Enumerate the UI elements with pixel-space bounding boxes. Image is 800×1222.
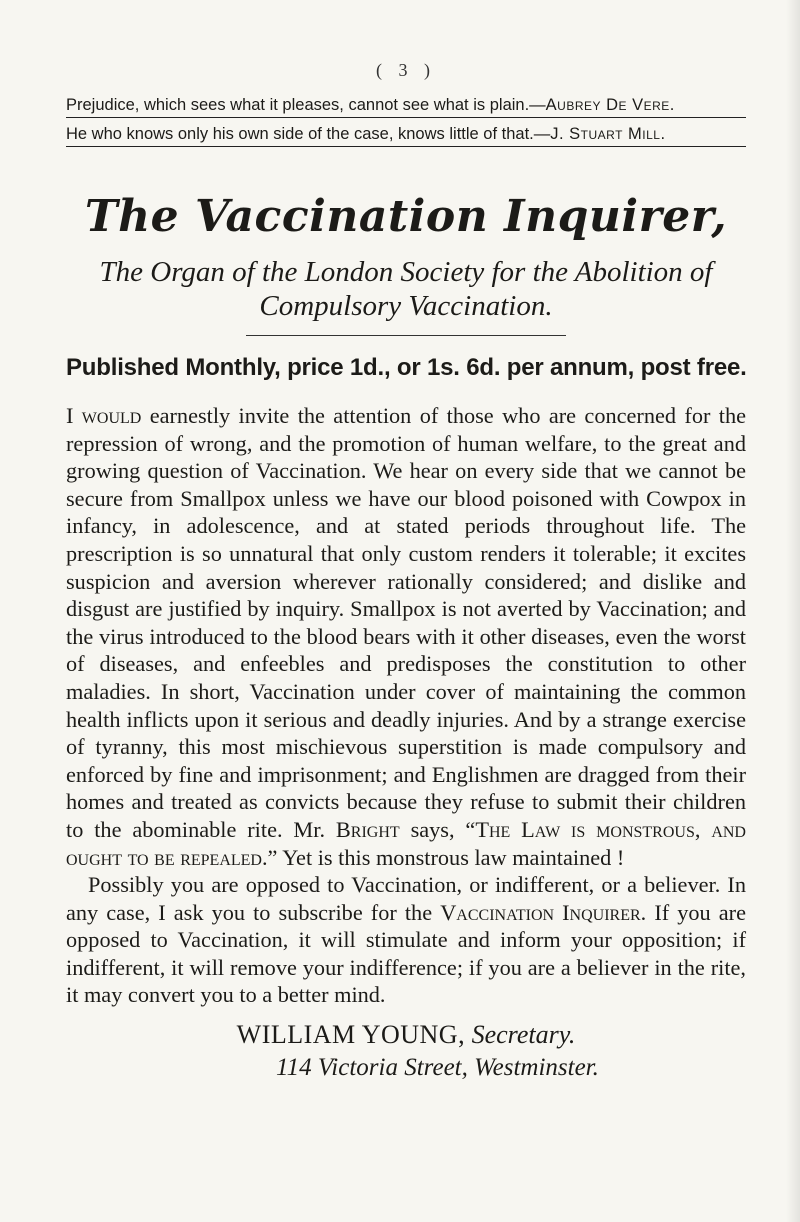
epigraph-author: J. Stuart Mill. [550, 125, 666, 143]
paragraph-text: If you are opposed to Vaccination, it will stimulate and inform your opposition; if indifferent, it will remove your indifference; if you are a believer in the rite, it may convert you to a better mind. [66, 899, 746, 1008]
body-text [66, 402, 746, 1009]
signatory-name: WILLIAM YOUNG, [236, 1020, 466, 1050]
name-bright: Bright [335, 816, 400, 842]
paragraph-text: ” Yet is this monstrous law maintained ! [267, 844, 625, 870]
paragraph-1 [66, 402, 746, 871]
epigraph-text: Prejudice, which sees what it pleases, cannot see what is plain.— [66, 96, 546, 114]
law-quote: The Law is monstrous, and ought to be repealed. [66, 816, 746, 870]
subtitle-line-2: Compulsory Vaccination. [259, 290, 553, 322]
epigraph-quote-1 [66, 95, 746, 118]
paragraph-text: earnestly invite the attention of those who are concerned for the repression of wrong, and the promotion of human welfare, to the great and growing question of Vaccination. We hear on every side that we cannot be secure from Smallpox unless we have our blood poisoned with Cowpox in infancy, in adolescence, and at stated periods throughout life. The prescription is so unnatural that only custom renders it tolerable; it excites suspicion and aversion wherever rationally considered; and dislike and disgust are justified by inquiry. Smallpox is not averted by Vaccination; and the virus introduced to the blood bears with it other diseases, even the worst of diseases, and enfeebles and predisposes the constitution to other maladies. In short, Vaccination under cover of maintaining the common health inflicts upon it serious and deadly injuries. And by a strange exercise of tyranny, this most mischievous superstition is made compulsory and enforced by fine and imprisonment; and Englishmen are dragged from their homes and treated as convicts because they refuse to submit their children to the abominable rite. Mr. [66, 403, 746, 842]
paragraph-text: says, “ [399, 816, 476, 842]
page-number: ( 3 ) [376, 60, 436, 80]
divider-rule [246, 335, 566, 336]
epigraph-author: Aubrey De Vere. [545, 96, 675, 114]
paragraph-2 [66, 871, 746, 1009]
publication-notice: Published Monthly, price 1d., or 1s. 6d. per annum, post free. [66, 354, 747, 381]
masthead-title: The Vaccination Inquirer, [84, 191, 728, 242]
subtitle-line-1: The Organ of the London Society for the Abolition of [99, 256, 713, 288]
epigraph-quote-2 [66, 124, 746, 147]
signature [66, 1019, 746, 1051]
page-edge-shadow [786, 0, 800, 1222]
paragraph-text: Possibly you are opposed to Vaccination, or indifferent, or a believer. In any case, I ask you to subscribe for the [66, 872, 746, 925]
epigraph-text: He who knows only his own side of the case, knows little of that.— [66, 125, 551, 143]
address: 114 Victoria Street, Westminster. [276, 1054, 599, 1082]
lead-in: I would [66, 403, 142, 428]
publication-name: Vaccination Inquirer. [440, 899, 647, 925]
signatory-title: Secretary. [471, 1020, 576, 1050]
